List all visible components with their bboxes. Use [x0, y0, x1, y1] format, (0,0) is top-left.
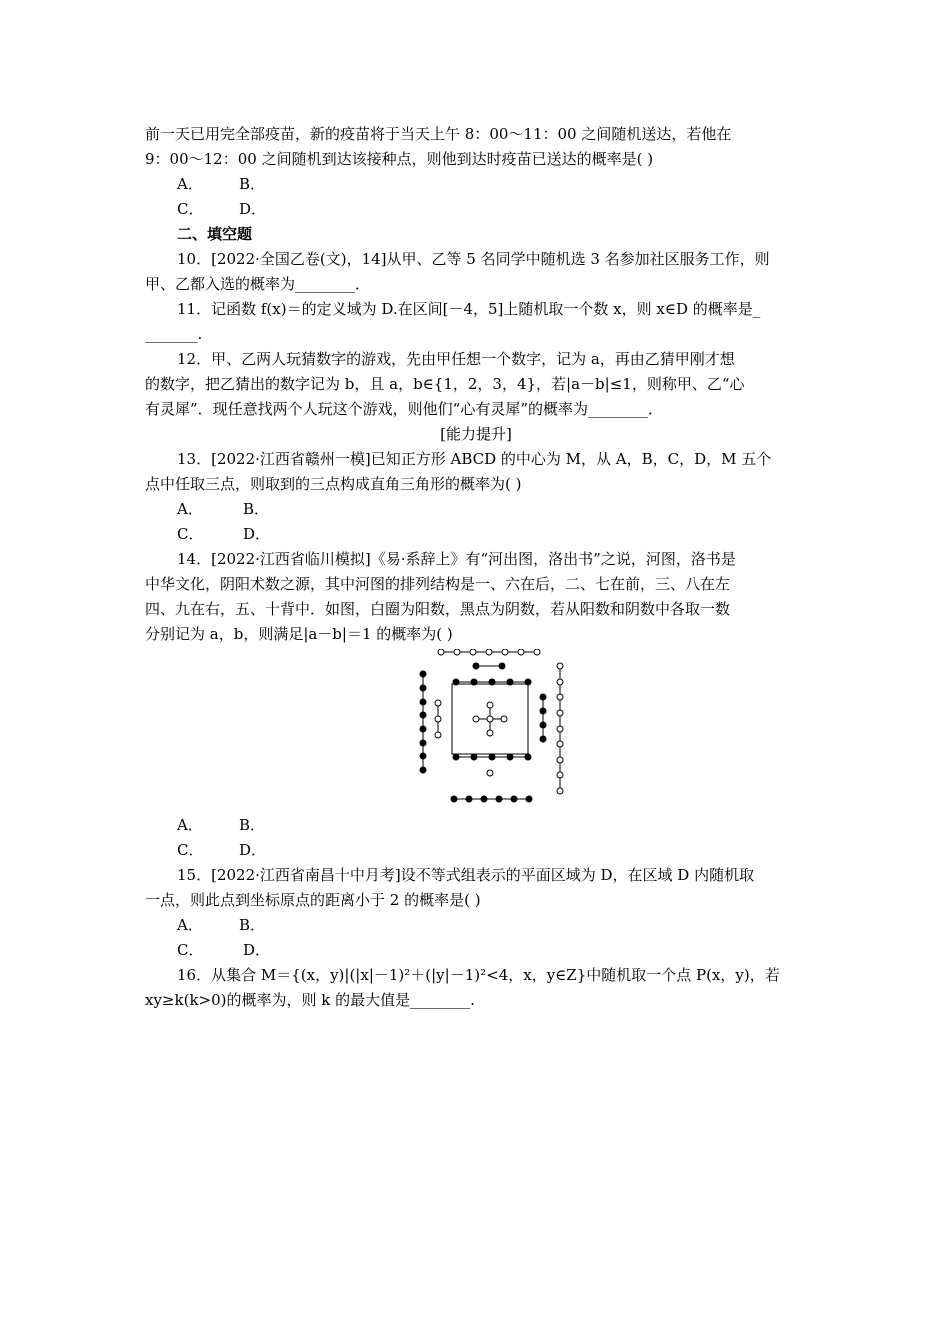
q14-option-b: B． [239, 816, 266, 834]
hetu-bottom-black-six [451, 796, 532, 802]
q13-option-a: A． [177, 500, 203, 518]
q12-line1: 12．甲、乙两人玩猜数字的游戏，先由甲任想一个数字，记为 a，再由乙猜甲刚才想 [177, 350, 735, 368]
q13-options-ab [145, 497, 807, 522]
hetu-top-white-seven [438, 649, 540, 655]
q14-option-c: C． [177, 841, 204, 859]
q9-line1: 前一天已用完全部疫苗，新的疫苗将于当天上午 8：00～11：00 之间随机送达，若他在 [145, 125, 732, 143]
q9-option-d: D． [239, 200, 267, 218]
q13-option-b: B． [243, 500, 270, 518]
q9-option-a: A． [177, 175, 203, 193]
q16-line2: xy≥k(k>0)的概率为，则 k 的最大值是________. [145, 991, 475, 1009]
q15-line1: 15．[2022·江西省南昌十中月考]设不等式组表示的平面区域为 D，在区域 D 内随机取 [177, 866, 755, 884]
page [145, 122, 807, 1013]
q14-line4: 分别记为 a，b，则满足|a－b|＝1 的概率为( ) [145, 625, 453, 643]
q9-options-ab [145, 172, 807, 197]
q13-line2: 点中任取三点，则取到的三点构成直角三角形的概率为( ) [145, 475, 522, 493]
q14-option-a: A． [177, 816, 203, 834]
q13-option-d: D． [243, 525, 271, 543]
q13-options-cd [145, 522, 807, 547]
q15-option-b: B． [239, 916, 266, 934]
q14-line1: 14．[2022·江西省临川模拟]《易·系辞上》有“河出图，洛出书”之说，河图，洛书是 [177, 550, 736, 568]
q15-option-d: D． [243, 941, 271, 959]
hetu-diagram [410, 649, 570, 807]
q11-line2: _______. [145, 325, 203, 343]
q13-option-c: C． [177, 525, 204, 543]
hetu-right-white-nine [557, 663, 563, 794]
q15-options-ab [145, 913, 807, 938]
hetu-center-white-five [473, 702, 507, 736]
q9-line2: 9：00～12：00 之间随机到达该接种点，则他到达时疫苗已送达的概率是( ) [145, 150, 654, 168]
q15-option-a: A． [177, 916, 203, 934]
q14-line2: 中华文化，阴阳术数之源，其中河图的排列结构是一、六在后，二、七在前，三、八在左 [145, 575, 731, 593]
q14-line3: 四、九在右，五、十背中．如图，白圈为阳数，黑点为阴数，若从阳数和阴数中各取一数 [145, 600, 731, 618]
q12-line3: 有灵犀”．现任意找两个人玩这个游戏，则他们“心有灵犀”的概率为________． [145, 400, 664, 418]
q14-option-d: D． [239, 841, 267, 859]
hetu-left-white-three [435, 700, 441, 738]
q15-option-c: C． [177, 941, 204, 959]
q15-options-cd [145, 938, 807, 963]
q9-options-cd [145, 197, 807, 222]
hetu-top-black-two [473, 663, 505, 669]
q9-option-c: C． [177, 200, 204, 218]
hetu-right-black-four [540, 694, 546, 742]
q10-line2: 甲、乙都入选的概率为________． [145, 275, 371, 293]
hetu-left-black-eight [420, 671, 426, 773]
q10-line1: 10．[2022·全国乙卷(文)，14]从甲、乙等 5 名同学中随机选 3 名参加社区服务工作，则 [177, 250, 770, 268]
q14-options-cd [145, 838, 807, 863]
hetu-figure [145, 649, 807, 807]
q13-line1: 13．[2022·江西省赣州一模]已知正方形 ABCD 的中心为 M，从 A，B，C，D，M 五个 [177, 450, 772, 468]
q9-option-b: B． [239, 175, 266, 193]
section-heading-ability: [能力提升] [440, 425, 512, 443]
q11-line1: 11．记函数 f(x)＝的定义域为 D.在区间[－4，5]上随机取一个数 x，则 x∈D 的概率是_ [177, 300, 761, 318]
q14-options-ab [145, 813, 807, 838]
q16-line1: 16．从集合 M＝{(x，y)|(|x|－1)²＋(|y|－1)²<4，x，y∈Z}中随机取一个点 P(x，y)，若 [177, 966, 780, 984]
section-heading-fill-in: 二、填空题 [177, 225, 253, 243]
q12-line2: 的数字，把乙猜出的数字记为 b，且 a，b∈{1，2，3，4}，若|a－b|≤1，则称甲、乙“心 [145, 375, 745, 393]
hetu-bottom-white-one [487, 770, 493, 776]
q15-line2: 一点，则此点到坐标原点的距离小于 2 的概率是( ) [145, 891, 481, 909]
